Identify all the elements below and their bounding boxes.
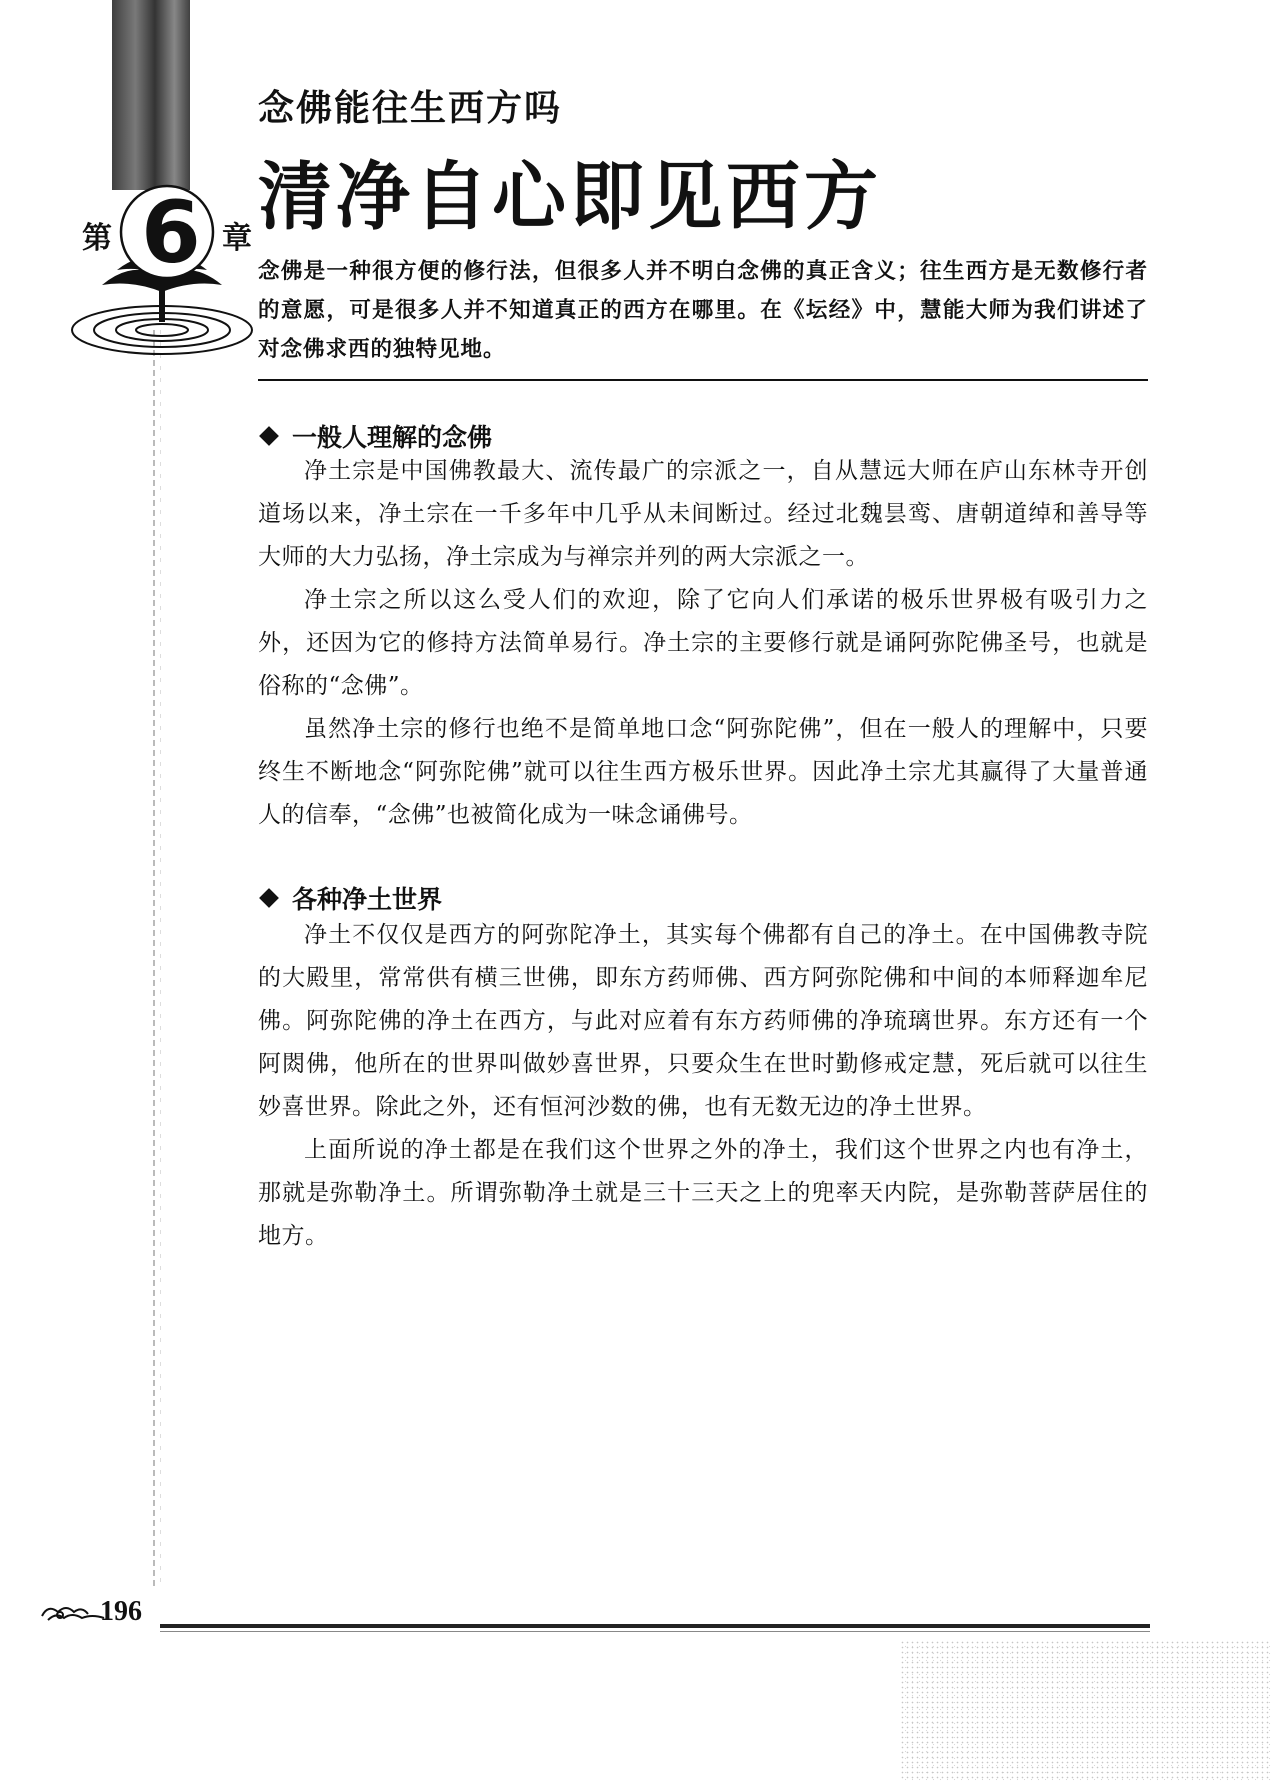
chapter-intro: 念佛是一种很方便的修行法，但很多人并不明白念佛的真正含义；往生西方是无数修行者的意愿，可是很多人并不知道真正的西方在哪里。在《坛经》中，慧能大师为我们讲述了对念佛求西的独特见地。 [258,259,1148,362]
section-heading [258,418,492,454]
section-body [258,914,1148,1258]
chapter-number: 6 [141,183,201,283]
section-body [258,450,1148,837]
paragraph: 净土宗是中国佛教最大、流传最广的宗派之一，自从慧远大师在庐山东林寺开创道场以来，净土宗在一千多年中几乎从未间断过。经过北魏昙鸾、唐朝道绰和善导等大师的大力弘扬，净土宗成为与禅宗并列的两大宗派之一。 [258,458,1148,570]
margin-line-thin [160,330,161,1590]
section-heading [258,880,442,916]
page-subtitle: 念佛能往生西方吗 [258,88,563,129]
diamond-bullet-icon [259,888,279,908]
page-title: 清净自心即见西方 [258,154,882,240]
footer-divider [160,1624,1150,1628]
section-heading-text: 各种净土世界 [292,885,443,914]
paragraph: 虽然净土宗的修行也绝不是简单地口念“阿弥陀佛”，但在一般人的理解中，只要终生不断地念“阿弥陀佛”就可以往生西方极乐世界。因此净土宗尤其赢得了大量普通人的信奉，“念佛”也被简化成为一味念诵佛号。 [258,716,1148,828]
cloud-ornament-icon [38,1600,108,1626]
footer-divider-thin [160,1631,1150,1632]
paragraph: 净土不仅仅是西方的阿弥陀净土，其实每个佛都有自己的净土。在中国佛教寺院的大殿里，常常供有横三世佛，即东方药师佛、西方阿弥陀佛和中间的本师释迦牟尼佛。阿弥陀佛的净土在西方，与此对应着有东方药师佛的净琉璃世界。东方还有一个阿閦佛，他所在的世界叫做妙喜世界，只要众生在世时勤修戒定慧，死后就可以往生妙喜世界。除此之外，还有恒河沙数的佛，也有无数无边的净土世界。 [258,922,1148,1120]
paragraph: 上面所说的净土都是在我们这个世界之外的净土，我们这个世界之内也有净土，那就是弥勒净土。所谓弥勒净土就是三十三天之上的兜率天内院，是弥勒菩萨居住的地方。 [258,1137,1148,1249]
chapter-badge [62,180,276,360]
margin-line [153,330,155,1590]
diamond-bullet-icon [259,426,279,446]
page-number: 196 [100,1596,142,1627]
chapter-suffix: 章 [222,221,252,256]
section-heading-text: 一般人理解的念佛 [292,423,493,452]
chapter-prefix: 第 [82,221,112,256]
divider [258,379,1148,381]
paragraph: 净土宗之所以这么受人们的欢迎，除了它向人们承诺的极乐世界极有吸引力之外，还因为它的修持方法简单易行。净土宗的主要修行就是诵阿弥陀佛圣号，也就是俗称的“念佛”。 [258,587,1148,699]
decorative-side-strip [112,0,190,190]
scan-noise [900,1640,1271,1781]
